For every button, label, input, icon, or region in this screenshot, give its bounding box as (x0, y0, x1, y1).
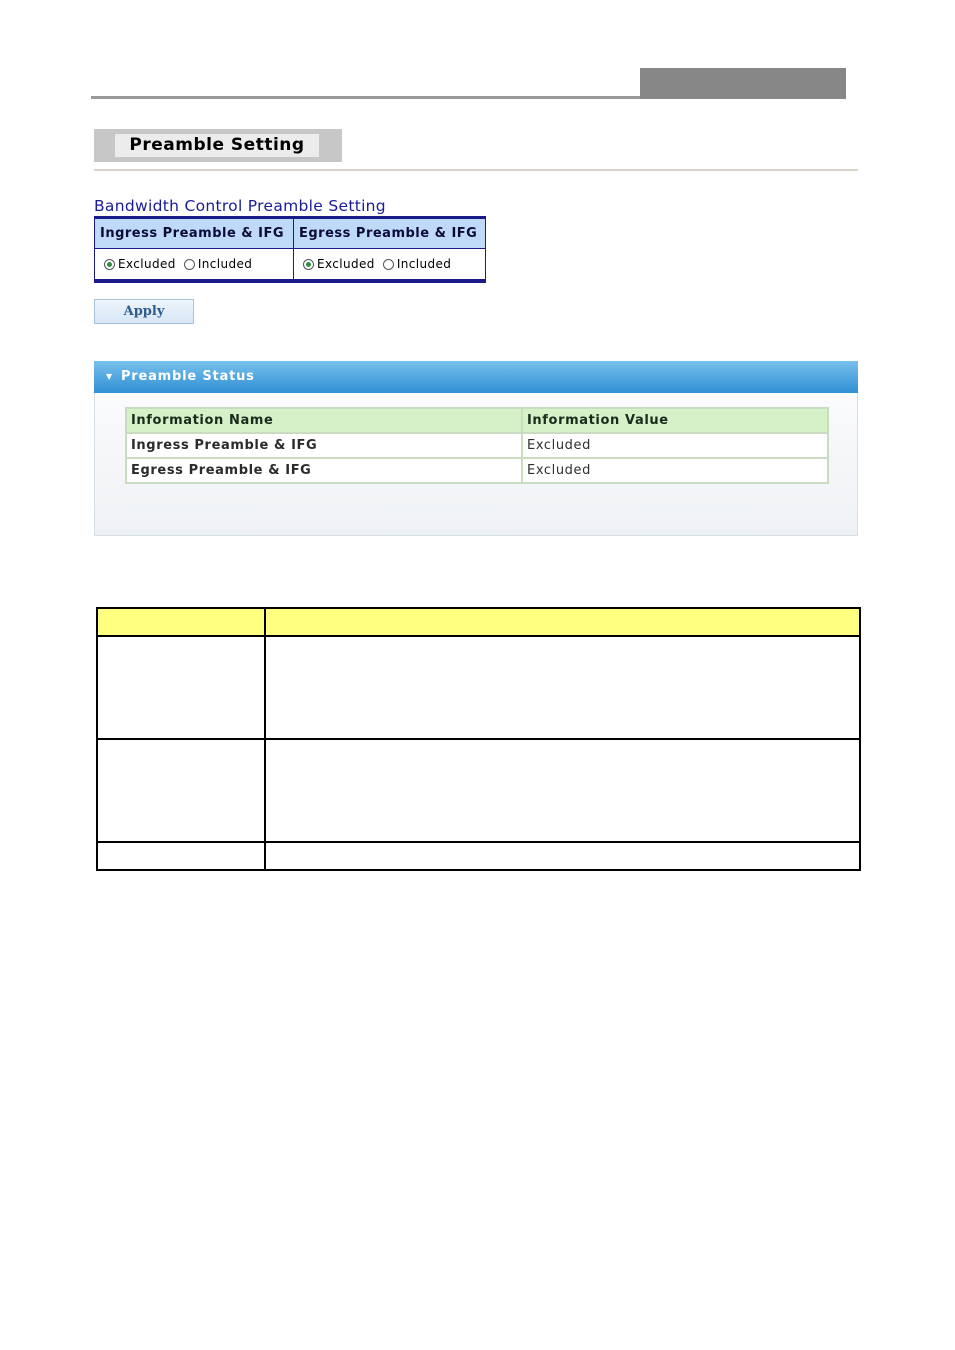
ingress-excluded-radio[interactable] (104, 259, 115, 270)
description-cell (97, 636, 265, 739)
info-name-cell: Ingress Preamble & IFG (126, 433, 522, 458)
header-rule (91, 96, 640, 99)
egress-header: Egress Preamble & IFG (294, 219, 485, 248)
ingress-included-radio[interactable] (184, 259, 195, 270)
ingress-header: Ingress Preamble & IFG (95, 219, 293, 248)
table-row (126, 433, 828, 458)
radio-label: Excluded (317, 257, 375, 271)
description-cell (265, 739, 860, 842)
ingress-included-option[interactable] (184, 257, 253, 271)
header-tab (640, 68, 846, 99)
table-row (126, 458, 828, 483)
page-title-box (94, 129, 342, 162)
column-header-name: Information Name (126, 408, 522, 433)
preamble-status-title: Preamble Status (120, 369, 255, 384)
radio-label: Included (396, 257, 452, 271)
egress-included-option[interactable] (383, 257, 452, 271)
description-cell (97, 842, 265, 870)
egress-included-radio[interactable] (383, 259, 394, 270)
apply-button[interactable]: Apply (94, 299, 194, 324)
description-cell (265, 636, 860, 739)
column-header-value: Information Value (522, 408, 828, 433)
description-cell (97, 739, 265, 842)
ingress-radio-group (95, 249, 293, 279)
description-header-cell (265, 608, 860, 636)
description-table (96, 607, 861, 871)
bandwidth-control-table (94, 216, 486, 283)
description-header-cell (97, 608, 265, 636)
title-divider (94, 169, 858, 171)
egress-radio-group (294, 249, 485, 279)
ingress-excluded-option[interactable] (104, 257, 184, 271)
info-value-cell: Excluded (522, 433, 828, 458)
preamble-status-table (125, 407, 829, 484)
table-header-row (126, 408, 828, 433)
description-row (97, 636, 860, 739)
collapse-arrow-icon[interactable]: ▼ (106, 372, 113, 381)
egress-excluded-option[interactable] (303, 257, 383, 271)
preamble-status-panel (94, 361, 858, 536)
info-value-cell: Excluded (522, 458, 828, 483)
description-row (97, 842, 860, 870)
description-row (97, 739, 860, 842)
description-header-row (97, 608, 860, 636)
radio-label: Excluded (118, 257, 176, 271)
page-title: Preamble Setting (115, 134, 319, 157)
preamble-status-header[interactable] (94, 361, 858, 393)
radio-label: Included (197, 257, 253, 271)
section-heading: Bandwidth Control Preamble Setting (94, 197, 386, 215)
egress-excluded-radio[interactable] (303, 259, 314, 270)
info-name-cell: Egress Preamble & IFG (126, 458, 522, 483)
description-cell (265, 842, 860, 870)
